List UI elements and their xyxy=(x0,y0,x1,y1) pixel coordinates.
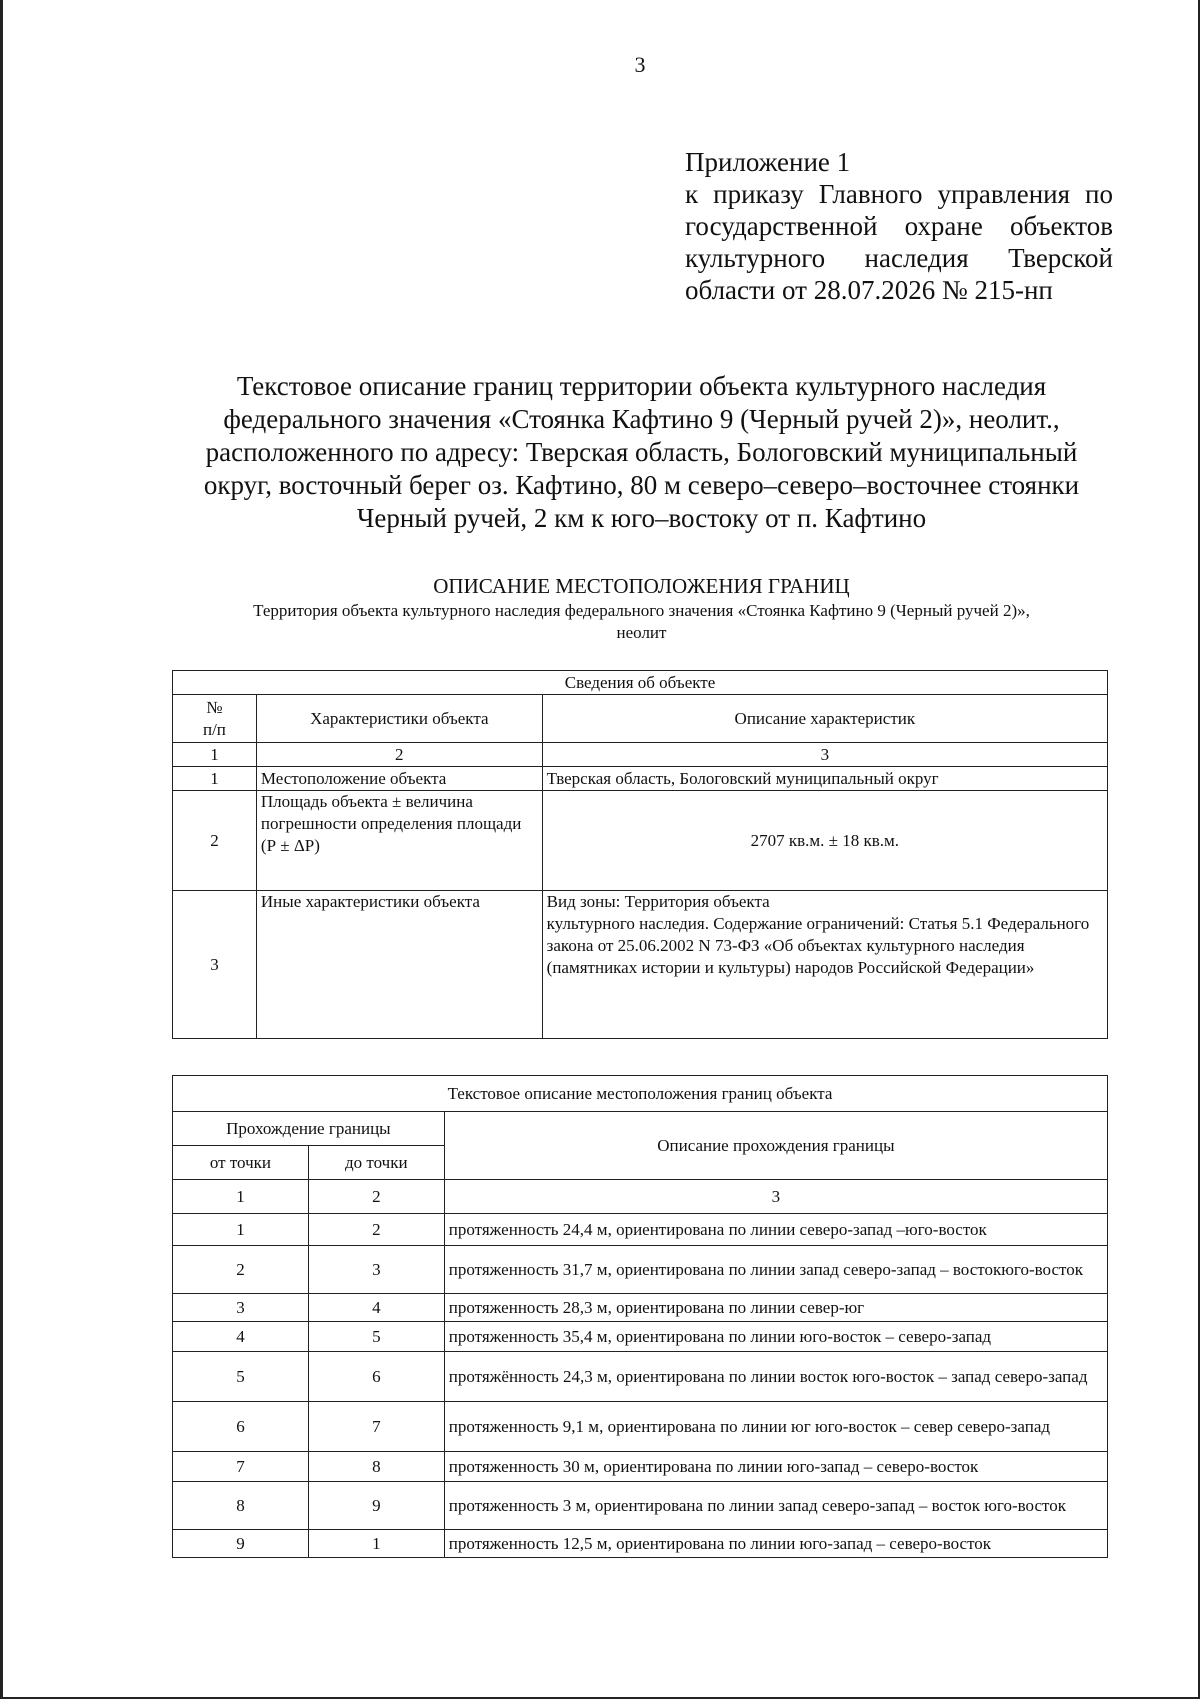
from-point: 4 xyxy=(173,1322,309,1352)
appendix-line: к приказу Главного управления по xyxy=(685,179,1113,209)
subtitle-line: неолит xyxy=(616,623,667,642)
appendix-line: государственной охране объектов xyxy=(685,211,1113,241)
table-caption: Сведения об объекте xyxy=(173,671,1108,695)
appendix-block xyxy=(685,146,1113,306)
scan-border-left xyxy=(0,0,3,1699)
from-point: 9 xyxy=(173,1530,309,1558)
table-row xyxy=(173,1452,1108,1482)
from-point: 3 xyxy=(173,1294,309,1322)
section-title: ОПИСАНИЕ МЕСТОПОЛОЖЕНИЯ ГРАНИЦ xyxy=(433,574,850,598)
to-point: 3 xyxy=(308,1246,444,1294)
column-number: 3 xyxy=(444,1180,1107,1214)
boundary-table xyxy=(172,1075,1108,1558)
characteristic-cell: Местоположение объекта xyxy=(256,767,542,791)
column-number: 3 xyxy=(542,743,1107,767)
title-line: округ, восточный берег оз. Кафтино, 80 м северо–северо–восточнее стоянки xyxy=(203,470,1080,500)
table-row xyxy=(173,767,1108,791)
column-number: 2 xyxy=(308,1180,444,1214)
subtitle-line: Территория объекта культурного наследия федерального значения «Стоянка Кафтино 9 (Черный ручей 2)», xyxy=(253,601,1030,620)
column-header: № п/п xyxy=(173,695,257,743)
to-point: 2 xyxy=(308,1214,444,1246)
table-row xyxy=(173,1482,1108,1530)
column-header: до точки xyxy=(308,1146,444,1180)
to-point: 9 xyxy=(308,1482,444,1530)
page-number: 3 xyxy=(634,52,646,77)
to-point: 5 xyxy=(308,1322,444,1352)
table-row xyxy=(173,791,1108,891)
table-row xyxy=(173,1530,1108,1558)
table-row xyxy=(173,1352,1108,1402)
to-point: 8 xyxy=(308,1452,444,1482)
boundary-description: протяженность 12,5 м, ориентирована по линии юго-запад – северо-восток xyxy=(444,1530,1107,1558)
table-row xyxy=(173,1246,1108,1294)
object-info-table xyxy=(172,670,1108,1039)
table-row xyxy=(173,1402,1108,1452)
appendix-line: области от 28.07.2026 № 215-нп xyxy=(685,275,1053,305)
section-subtitle xyxy=(170,600,1113,644)
table-row xyxy=(173,891,1108,1039)
boundary-description: протяженность 28,3 м, ориентирована по линии север-юг xyxy=(444,1294,1107,1322)
appendix-line: культурного наследия Тверской xyxy=(685,243,1113,273)
column-header: Описание прохождения границы xyxy=(444,1112,1107,1180)
title-line: Текстовое описание границ территории объекта культурного наследия xyxy=(236,371,1047,401)
from-point: 8 xyxy=(173,1482,309,1530)
column-header: от точки xyxy=(173,1146,309,1180)
column-header: Характеристики объекта xyxy=(256,695,542,743)
to-point: 7 xyxy=(308,1402,444,1452)
boundary-description: протяженность 24,4 м, ориентирована по линии северо-запад –юго-восток xyxy=(444,1214,1107,1246)
table-caption: Текстовое описание местоположения границ объекта xyxy=(173,1076,1108,1112)
column-number: 1 xyxy=(173,743,257,767)
title-line: расположенного по адресу: Тверская область, Бологовский муниципальный xyxy=(205,437,1078,467)
row-number: 2 xyxy=(173,791,257,891)
table-row xyxy=(173,1322,1108,1352)
column-number: 2 xyxy=(256,743,542,767)
column-header: Описание характеристик xyxy=(542,695,1107,743)
boundary-description: протяженность 9,1 м, ориентирована по линии юг юго-восток – север северо-запад xyxy=(444,1402,1107,1452)
description-cell: Вид зоны: Территория объекта культурного наследия. Содержание ограничений: Статья 5.1 Федерального закона от 25.06.2002 N 73-ФЗ «Об объектах культурного наследия (памятниках истории и культуры) народов Российской Федерации» xyxy=(542,891,1107,1039)
boundary-description: протяженность 31,7 м, ориентирована по линии запад северо-запад – востокюго-восток xyxy=(444,1246,1107,1294)
boundary-description: протяженность 30 м, ориентирована по линии юго-запад – северо-восток xyxy=(444,1452,1107,1482)
description-cell: Тверская область, Бологовский муниципальный округ xyxy=(542,767,1107,791)
boundary-description: протяженность 3 м, ориентирована по линии запад северо-запад – восток юго-восток xyxy=(444,1482,1107,1530)
appendix-line: Приложение 1 xyxy=(685,147,851,177)
boundary-description: протяжённость 24,3 м, ориентирована по линии восток юго-восток – запад северо-запад xyxy=(444,1352,1107,1402)
row-number: 1 xyxy=(173,767,257,791)
from-point: 7 xyxy=(173,1452,309,1482)
row-number: 3 xyxy=(173,891,257,1039)
from-point: 2 xyxy=(173,1246,309,1294)
table-row xyxy=(173,1294,1108,1322)
characteristic-cell: Площадь объекта ± величина погрешности определения площади (Р ± ΔР) xyxy=(256,791,542,891)
boundary-description: протяженность 35,4 м, ориентирована по линии юго-восток – северо-запад xyxy=(444,1322,1107,1352)
column-group-header: Прохождение границы xyxy=(173,1112,445,1146)
characteristic-cell: Иные характеристики объекта xyxy=(256,891,542,1039)
column-number: 1 xyxy=(173,1180,309,1214)
title-line: Черный ручей, 2 км к юго–востоку от п. Кафтино xyxy=(356,503,927,533)
from-point: 6 xyxy=(173,1402,309,1452)
to-point: 6 xyxy=(308,1352,444,1402)
document-title xyxy=(170,370,1113,535)
to-point: 1 xyxy=(308,1530,444,1558)
from-point: 1 xyxy=(173,1214,309,1246)
from-point: 5 xyxy=(173,1352,309,1402)
description-cell: 2707 кв.м. ± 18 кв.м. xyxy=(542,791,1107,891)
to-point: 4 xyxy=(308,1294,444,1322)
table-row xyxy=(173,1214,1108,1246)
title-line: федерального значения «Стоянка Кафтино 9 (Черный ручей 2)», неолит., xyxy=(223,404,1060,434)
